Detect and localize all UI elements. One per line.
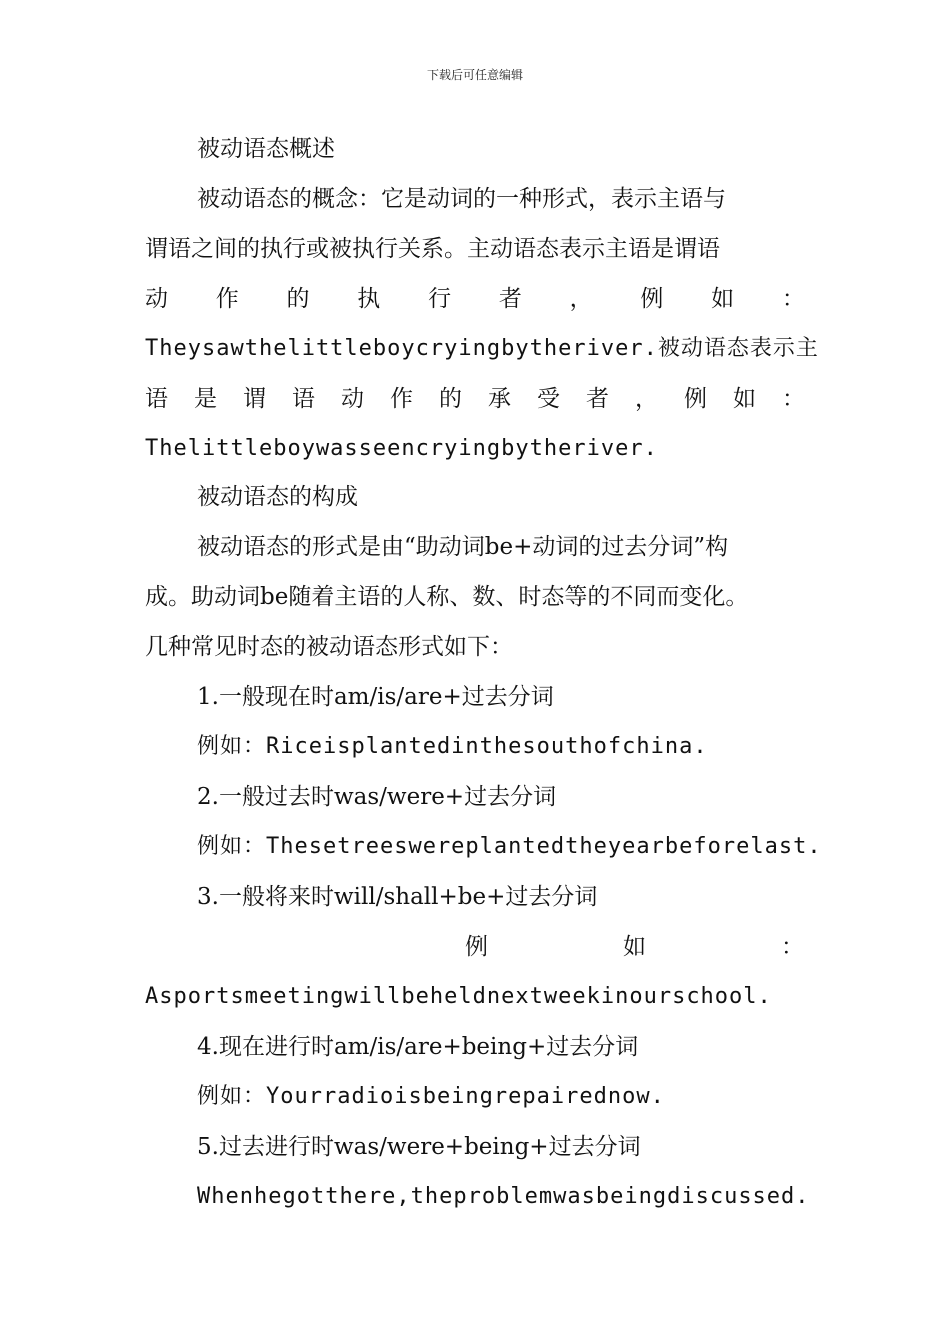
char: 语 <box>145 386 168 412</box>
paragraph-line: 被动语态的形式是由“助动词be+动词的过去分词”构 <box>197 534 729 560</box>
char: 者 <box>498 286 522 312</box>
char: 如 <box>711 286 735 312</box>
example-sentence: Whenhegotthere,theproblemwasbeingdiscussed. <box>197 1184 810 1209</box>
list-item: 3.一般将来时will/shall+be+过去分词 <box>197 884 598 910</box>
paragraph-line: 成。助动词be随着主语的人称、数、时态等的不同而变化。 <box>145 584 749 610</box>
example-sentence: 例如：Yourradioisbeingrepairednow. <box>197 1084 665 1109</box>
char: 动 <box>341 386 364 412</box>
char: 的 <box>439 386 462 412</box>
paragraph-line-justified <box>145 384 805 414</box>
char: 如 <box>623 934 646 960</box>
char: 例 <box>465 934 488 960</box>
char: 作 <box>390 386 413 412</box>
char: ： <box>782 386 805 412</box>
page-header: 下载后可任意编辑 <box>426 68 523 82</box>
char: 行 <box>428 286 452 312</box>
char: 例 <box>640 286 664 312</box>
list-item: 1.一般现在时am/is/are+过去分词 <box>197 684 554 710</box>
char: 是 <box>194 386 217 412</box>
list-item: 2.一般过去时was/were+过去分词 <box>197 784 557 810</box>
char: ， <box>635 386 658 412</box>
char: 的 <box>286 286 310 312</box>
char: ： <box>781 286 805 312</box>
example-sentence: 例如：Thesetreeswereplantedtheyearbeforelast. <box>197 834 822 859</box>
char: 谓 <box>243 386 266 412</box>
char: 执 <box>357 286 381 312</box>
example-sentence: Thelittleboywasseencryingbytheriver. <box>145 436 658 461</box>
example-sentence: Theysawthelittleboycryingbytheriver.被动语态表示主 <box>145 336 819 361</box>
paragraph-line: 被动语态的概念：它是动词的一种形式，表示主语与 <box>197 186 726 212</box>
list-item: 5.过去进行时was/were+being+过去分词 <box>197 1134 641 1160</box>
list-item: 4.现在进行时am/is/are+being+过去分词 <box>197 1034 639 1060</box>
section-heading: 被动语态概述 <box>197 136 335 162</box>
section-heading: 被动语态的构成 <box>197 484 358 510</box>
paragraph-line: 几种常见时态的被动语态形式如下： <box>145 634 513 660</box>
char: ， <box>569 286 593 312</box>
char: 例 <box>684 386 707 412</box>
char: ： <box>781 934 804 960</box>
char: 如 <box>733 386 756 412</box>
char: 语 <box>292 386 315 412</box>
paragraph-line: 谓语之间的执行或被执行关系。主动语态表示主语是谓语 <box>145 236 720 262</box>
example-sentence: 例如：Riceisplantedinthesouthofchina. <box>197 734 708 759</box>
char: 作 <box>215 286 239 312</box>
char: 受 <box>537 386 560 412</box>
char: 者 <box>586 386 609 412</box>
example-sentence: Asportsmeetingwillbeheldnextweekinourschool. <box>145 984 772 1009</box>
char: 动 <box>145 286 168 312</box>
paragraph-line-justified <box>145 284 805 314</box>
char: 承 <box>488 386 511 412</box>
